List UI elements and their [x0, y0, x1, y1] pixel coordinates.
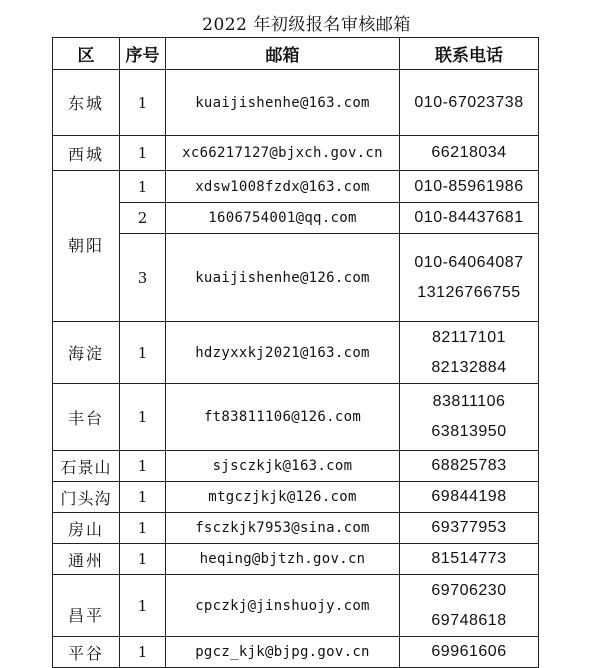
phone-cell	[400, 171, 539, 203]
phone-number: 010-84437681	[414, 209, 524, 226]
phone-number: 82117101	[432, 328, 506, 346]
number-cell: 3	[120, 234, 166, 322]
number-cell: 1	[120, 544, 166, 575]
table-row	[53, 136, 539, 171]
phone-cell	[400, 637, 539, 668]
email-cell: 1606754001@qq.com	[166, 203, 400, 234]
phone-number: 69844198	[431, 488, 507, 505]
header-district: 区	[53, 38, 120, 70]
phone-number: 010-64064087	[414, 253, 524, 271]
email-cell: xc66217127@bjxch.gov.cn	[166, 136, 400, 171]
phone-number: 69961606	[431, 643, 507, 660]
table-row	[53, 384, 539, 451]
district-label: 昌平	[67, 606, 104, 625]
header-phone: 联系电话	[400, 38, 539, 70]
phone-cell	[400, 544, 539, 575]
district-cell	[53, 171, 120, 322]
table-row	[53, 234, 539, 322]
phone-cell	[400, 513, 539, 544]
table-row	[53, 575, 539, 637]
number-cell: 2	[120, 203, 166, 234]
district-cell: 房山	[53, 513, 120, 544]
district-cell: 平谷	[53, 637, 120, 668]
email-cell: kuaijishenhe@126.com	[166, 234, 400, 322]
header-row	[53, 38, 539, 70]
table-row	[53, 451, 539, 482]
email-cell: xdsw1008fzdx@163.com	[166, 171, 400, 203]
phone-number: 69748618	[431, 611, 507, 629]
phone-cell	[400, 70, 539, 136]
phone-number: 68825783	[431, 457, 507, 474]
header-number: 序号	[120, 38, 166, 70]
phone-number: 81514773	[431, 550, 507, 567]
phone-number: 010-85961986	[414, 177, 524, 195]
email-cell: fsczkjk7953@sina.com	[166, 513, 400, 544]
district-cell: 丰台	[53, 384, 120, 451]
table-row	[53, 322, 539, 384]
email-cell: sjsczkjk@163.com	[166, 451, 400, 482]
number-cell: 1	[120, 136, 166, 171]
phone-number: 63813950	[431, 423, 507, 440]
district-cell: 门头沟	[53, 482, 120, 513]
phone-cell	[400, 322, 539, 384]
number-cell: 1	[120, 637, 166, 668]
number-cell: 1	[120, 384, 166, 451]
number-cell: 1	[120, 451, 166, 482]
district-cell: 海淀	[53, 322, 120, 384]
table-row	[53, 544, 539, 575]
phone-cell	[400, 451, 539, 482]
email-cell: hdzyxxkj2021@163.com	[166, 322, 400, 384]
table-row	[53, 70, 539, 136]
email-cell: pgcz_kjk@bjpg.gov.cn	[166, 637, 400, 668]
email-cell: heqing@bjtzh.gov.cn	[166, 544, 400, 575]
number-cell: 1	[120, 171, 166, 203]
table-row	[53, 203, 539, 234]
phone-number: 66218034	[431, 144, 507, 161]
number-cell: 1	[120, 575, 166, 637]
phone-number: 82132884	[431, 358, 507, 376]
district-cell: 东城	[53, 70, 120, 136]
number-cell: 1	[120, 322, 166, 384]
phone-cell	[400, 575, 539, 637]
district-cell: 西城	[53, 136, 120, 171]
phone-cell	[400, 203, 539, 234]
number-cell: 1	[120, 70, 166, 136]
table-row	[53, 171, 539, 203]
phone-cell	[400, 384, 539, 451]
phone-number: 010-67023738	[414, 93, 524, 111]
phone-number: 69377953	[431, 519, 507, 536]
phone-cell	[400, 136, 539, 171]
district-cell: 通州	[53, 544, 120, 575]
document-title: 2022 年初级报名审核邮箱	[202, 15, 411, 35]
email-cell: cpczkj@jinshuojy.com	[166, 575, 400, 637]
number-cell: 1	[120, 513, 166, 544]
contact-table	[52, 37, 539, 668]
table-row	[53, 482, 539, 513]
district-cell: 石景山	[53, 451, 120, 482]
header-email: 邮箱	[166, 38, 400, 70]
number-cell: 1	[120, 482, 166, 513]
email-cell: mtgczjkjk@126.com	[166, 482, 400, 513]
phone-number: 69706230	[431, 581, 507, 599]
phone-cell	[400, 234, 539, 322]
table-row	[53, 637, 539, 668]
phone-number: 13126766755	[417, 283, 521, 301]
district-label: 朝阳	[67, 236, 104, 255]
phone-cell	[400, 482, 539, 513]
phone-number: 83811106	[432, 393, 506, 410]
email-cell: ft83811106@126.com	[166, 384, 400, 451]
district-cell	[53, 575, 120, 637]
table-row	[53, 513, 539, 544]
email-cell: kuaijishenhe@163.com	[166, 70, 400, 136]
